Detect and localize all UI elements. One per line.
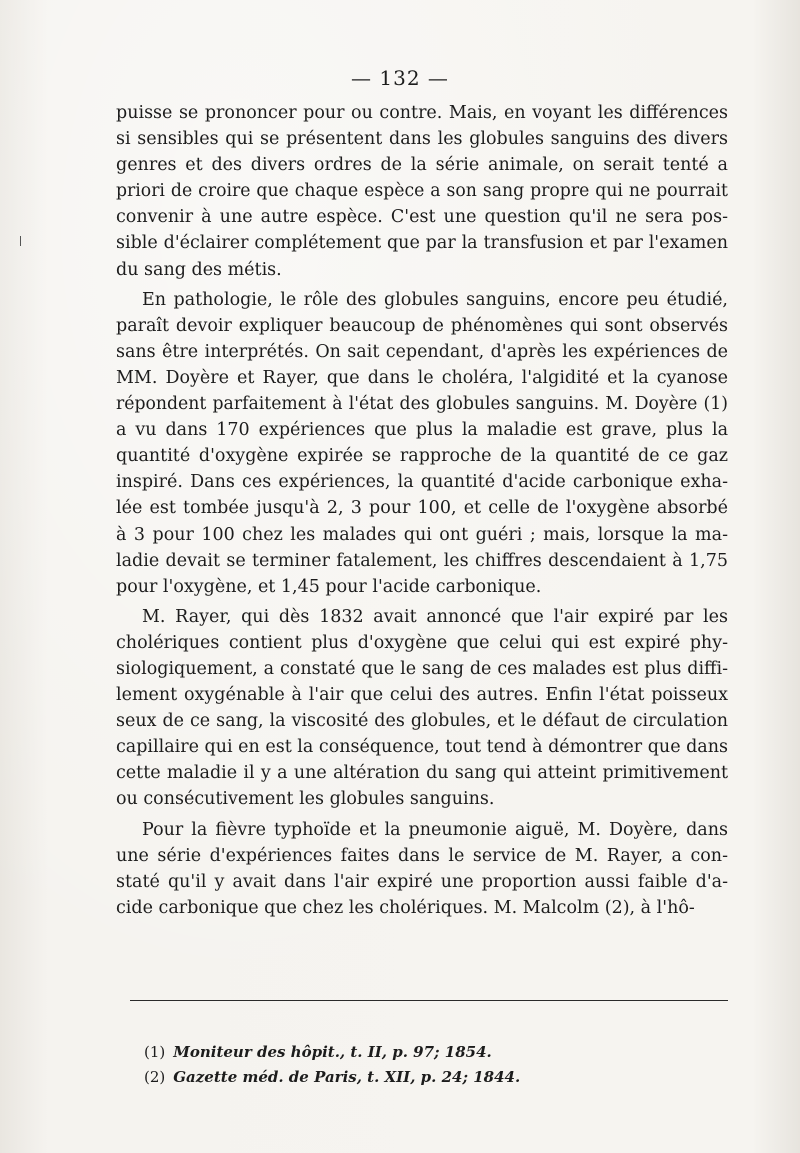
text-line: capillaire qui en est la conséquence, tout tend à démontrer que dans	[116, 737, 728, 758]
text-line: pour l'oxygène, et 1,45 pour l'acide carbonique.	[116, 576, 542, 597]
text-line: à 3 pour 100 chez les malades qui ont guéri ; mais, lorsque la ma-	[116, 524, 728, 545]
text-line: MM. Doyère et Rayer, que dans le choléra, l'algidité et la cyanose	[116, 367, 728, 388]
text-line: priori de croire que chaque espèce a son sang propre qui ne pourrait	[116, 181, 728, 202]
text-line: En pathologie, le rôle des globules sanguins, encore peu étudié,	[142, 289, 728, 310]
text-line: paraît devoir expliquer beaucoup de phénomènes qui sont observés	[116, 315, 728, 336]
text-line: ladie devait se terminer fatalement, les chiffres descendaient à 1,75	[116, 550, 728, 571]
text-line: ou consécutivement les globules sanguins.	[116, 789, 495, 810]
text-line: convenir à une autre espèce. C'est une question qu'il ne sera pos-	[116, 207, 728, 228]
text-line: sans être interprétés. On sait cependant, d'après les expériences de	[116, 341, 728, 362]
footnote	[144, 1065, 704, 1090]
text-line: staté qu'il y avait dans l'air expiré une proportion aussi faible d'a-	[116, 871, 728, 892]
paragraph	[116, 604, 728, 813]
text-line: répondent parfaitement à l'état des globules sanguins. M. Doyère (1)	[116, 394, 728, 415]
text-line: lée est tombée jusqu'à 2, 3 pour 100, et celle de l'oxygène absorbé	[116, 498, 728, 519]
text-line: lement oxygénable à l'air que celui des autres. Enfin l'état poisseux	[116, 685, 728, 706]
text-line: seux de ce sang, la viscosité des globules, et le défaut de circulation	[116, 711, 728, 732]
text-line: cide carbonique que chez les cholériques. M. Malcolm (2), à l'hô-	[116, 897, 695, 918]
text-line: cette maladie il y a une altération du sang qui atteint primitivement	[116, 763, 728, 784]
text-line: quantité d'oxygène expirée se rapproche de la quantité de ce gaz	[116, 446, 728, 467]
footnote-text: Gazette méd. de Paris, t. XII, p. 24; 1844.	[173, 1068, 521, 1086]
footnote-rule	[130, 1000, 728, 1001]
margin-mark	[20, 236, 21, 246]
text-line: a vu dans 170 expériences que plus la maladie est grave, plus la	[116, 420, 728, 441]
paragraph	[116, 100, 728, 283]
text-line: Pour la fièvre typhoïde et la pneumonie aiguë, M. Doyère, dans	[142, 819, 728, 840]
footnote-mark: (2)	[144, 1068, 166, 1086]
footnote-mark: (1)	[144, 1043, 166, 1061]
text-line: une série d'expériences faites dans le service de M. Rayer, a con-	[116, 845, 728, 866]
text-line: cholériques contient plus d'oxygène que celui qui est expiré phy-	[116, 632, 728, 653]
footnote-text: Moniteur des hôpit., t. II, p. 97; 1854.	[173, 1043, 492, 1061]
body-text	[116, 100, 728, 925]
footnote	[144, 1040, 704, 1065]
footnotes	[144, 1040, 704, 1090]
text-line: puisse se prononcer pour ou contre. Mais, en voyant les différences	[116, 103, 728, 123]
text-line: sible d'éclairer complétement que par la transfusion et par l'examen	[116, 233, 728, 254]
page-number: — 132 —	[351, 66, 449, 90]
text-line: du sang des métis.	[116, 259, 282, 280]
text-line: si sensibles qui se présentent dans les globules sanguins des divers	[116, 129, 728, 150]
text-line: inspiré. Dans ces expériences, la quantité d'acide carbonique exha-	[116, 472, 728, 493]
text-line: genres et des divers ordres de la série animale, on serait tenté a	[116, 155, 728, 176]
paragraph	[116, 817, 728, 921]
text-line: siologiquement, a constaté que le sang de ces malades est plus diffi-	[116, 658, 728, 679]
text-line: M. Rayer, qui dès 1832 avait annoncé que l'air expiré par les	[142, 606, 728, 627]
paragraph	[116, 287, 728, 600]
